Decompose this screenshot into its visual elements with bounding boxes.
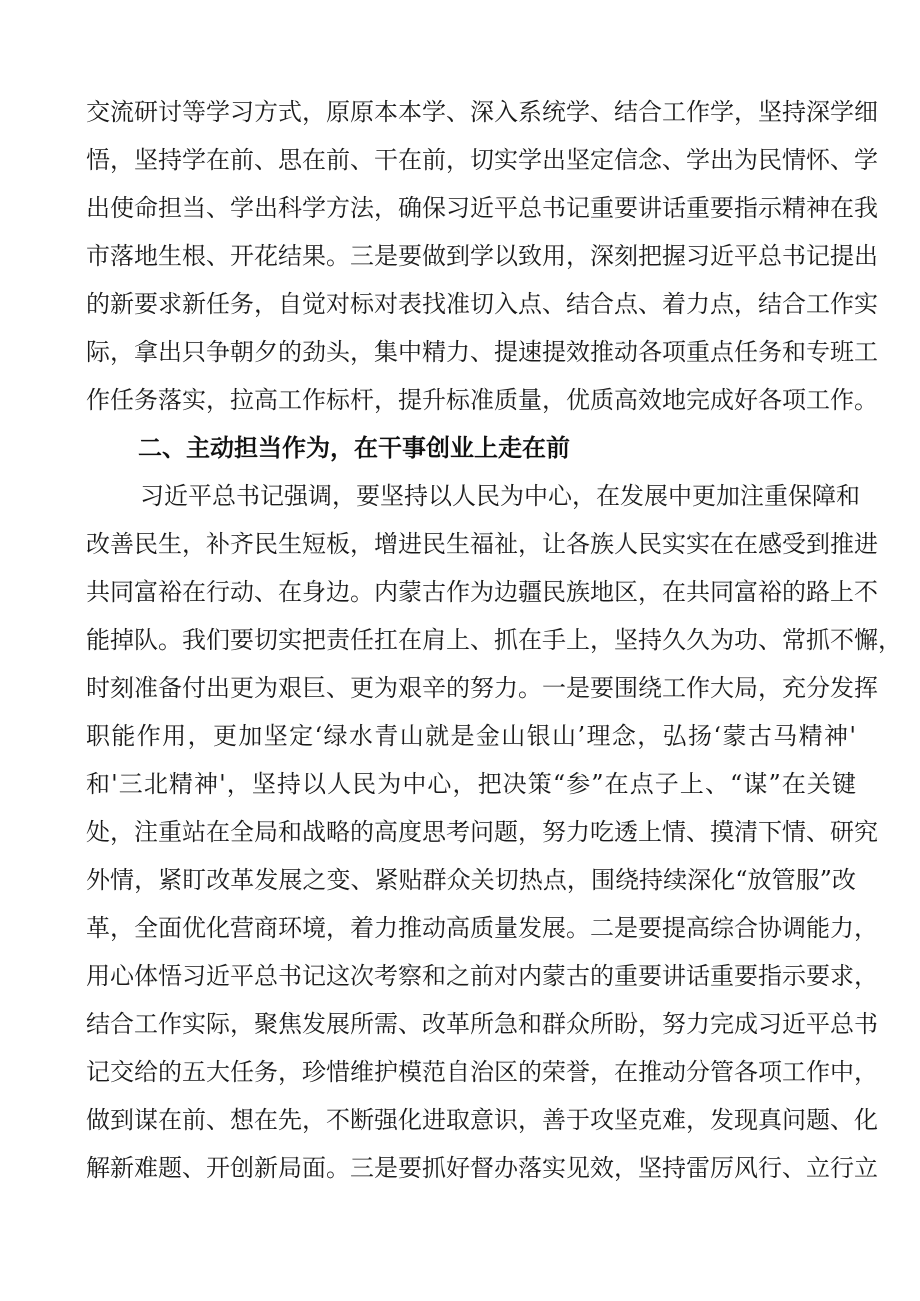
paragraph-2-line-2: 改善民生，补齐民生短板，增进民生福祉，让各族人民实实在在感受到推进 — [86, 530, 878, 558]
paragraph-1-line-5: 的新要求新任务，自觉对标对表找准切入点、结合点、着力点，结合工作实 — [86, 290, 878, 318]
paragraph-2-line-8: 处，注重站在全局和战略的高度思考问题，努力吃透上情、摸清下情、研究 — [86, 818, 878, 846]
paragraph-2-line-1: 习近平总书记强调，要坚持以人民为中心，在发展中更加注重保障和 — [140, 482, 860, 510]
paragraph-2-line-6: 职能作用，更加坚定‘绿水青山就是金山银山’理念，弘扬‘蒙古马精神' — [86, 722, 856, 750]
paragraph-1-line-3: 出使命担当、学出科学方法，确保习近平总书记重要讲话重要指示精神在我 — [86, 194, 878, 222]
paragraph-2-line-4: 能掉队。我们要切实把责任扛在肩上、抓在手上，坚持久久为功、常抓不懈， — [86, 626, 902, 654]
paragraph-2-line-7: 和'三北精神'，坚持以人民为中心，把决策“参”在点子上、“谋”在关键 — [86, 770, 856, 798]
paragraph-2-line-14: 做到谋在前、想在先，不断强化进取意识，善于攻坚克难，发现真问题、化 — [86, 1106, 878, 1134]
paragraph-2-line-3: 共同富裕在行动、在身边。内蒙古作为边疆民族地区，在共同富裕的路上不 — [86, 578, 878, 606]
paragraph-2-line-11: 用心体悟习近平总书记这次考察和之前对内蒙古的重要讲话重要指示要求， — [86, 962, 878, 990]
paragraph-1-line-1: 交流研讨等学习方式，原原本本学、深入系统学、结合工作学，坚持深学细 — [86, 98, 878, 126]
section-heading: 二、主动担当作为，在干事创业上走在前 — [138, 434, 570, 462]
paragraph-2-line-9: 外情，紧盯改革发展之变、紧贴群众关切热点，围绕持续深化“放管服”改 — [86, 866, 856, 894]
paragraph-2-line-10: 革，全面优化营商环境，着力推动高质量发展。二是要提高综合协调能力， — [86, 914, 878, 942]
paragraph-1-line-4: 市落地生根、开花结果。三是要做到学以致用，深刻把握习近平总书记提出 — [86, 242, 878, 270]
paragraph-2-line-12: 结合工作实际，聚焦发展所需、改革所急和群众所盼，努力完成习近平总书 — [86, 1010, 878, 1038]
paragraph-2-line-5: 时刻准备付出更为艰巨、更为艰辛的努力。一是要围绕工作大局，充分发挥 — [86, 674, 878, 702]
paragraph-1-line-2: 悟，坚持学在前、思在前、干在前，切实学出坚定信念、学出为民情怀、学 — [86, 146, 878, 174]
paragraph-1-line-7: 作任务落实，拉高工作标杆，提升标准质量，优质高效地完成好各项工作。 — [86, 386, 878, 414]
paragraph-2-line-15: 解新难题、开创新局面。三是要抓好督办落实见效，坚持雷厉风行、立行立 — [86, 1154, 878, 1182]
paragraph-1-line-6: 际，拿出只争朝夕的劲头，集中精力、提速提效推动各项重点任务和专班工 — [86, 338, 878, 366]
paragraph-2-line-13: 记交给的五大任务，珍惜维护模范自治区的荣誉，在推动分管各项工作中， — [86, 1058, 878, 1086]
